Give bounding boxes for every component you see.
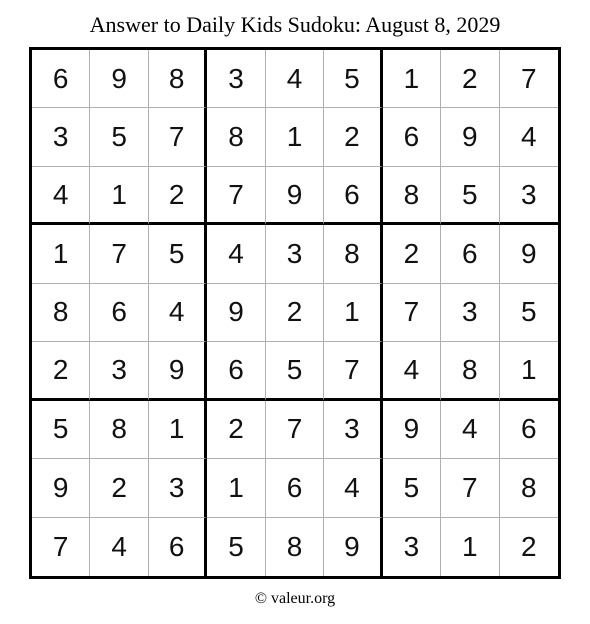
sudoku-cell: 8 [266,518,324,576]
sudoku-cell: 8 [500,459,558,517]
sudoku-cell: 1 [500,342,558,400]
sudoku-cell: 5 [324,50,382,108]
sudoku-cell: 4 [500,108,558,166]
sudoku-cell: 7 [383,284,441,342]
sudoku-cell: 9 [207,284,265,342]
sudoku-cell: 5 [207,518,265,576]
sudoku-cell: 5 [266,342,324,400]
sudoku-cell: 3 [32,108,90,166]
sudoku-cell: 9 [90,50,148,108]
sudoku-cell: 8 [32,284,90,342]
sudoku-cell: 6 [207,342,265,400]
sudoku-cell: 6 [266,459,324,517]
sudoku-cell: 6 [441,225,499,283]
sudoku-cell: 7 [324,342,382,400]
sudoku-cell: 2 [32,342,90,400]
sudoku-cell: 1 [383,50,441,108]
sudoku-cell: 2 [324,108,382,166]
sudoku-cell: 3 [266,225,324,283]
sudoku-cell: 8 [90,401,148,459]
sudoku-cell: 1 [32,225,90,283]
sudoku-cell: 8 [324,225,382,283]
sudoku-cell: 2 [149,167,207,225]
sudoku-cell: 9 [383,401,441,459]
sudoku-cell: 4 [441,401,499,459]
sudoku-cell: 1 [266,108,324,166]
sudoku-cell: 6 [32,50,90,108]
sudoku-cell: 7 [90,225,148,283]
sudoku-cell: 8 [441,342,499,400]
sudoku-cell: 4 [207,225,265,283]
sudoku-cell: 3 [90,342,148,400]
sudoku-cell: 6 [383,108,441,166]
sudoku-cell: 9 [266,167,324,225]
sudoku-cell: 1 [207,459,265,517]
sudoku-cell: 5 [500,284,558,342]
sudoku-cell: 3 [383,518,441,576]
sudoku-cell: 3 [441,284,499,342]
sudoku-cell: 9 [500,225,558,283]
sudoku-cell: 6 [500,401,558,459]
sudoku-cell: 4 [324,459,382,517]
sudoku-cell: 6 [90,284,148,342]
copyright-footer: © valeur.org [254,590,336,607]
sudoku-cell: 9 [149,342,207,400]
sudoku-cell: 7 [441,459,499,517]
sudoku-board [29,47,561,579]
sudoku-cell: 1 [90,167,148,225]
sudoku-cell: 2 [383,225,441,283]
sudoku-cell: 4 [266,50,324,108]
sudoku-cell: 7 [32,518,90,576]
sudoku-cell: 1 [149,401,207,459]
sudoku-cell: 5 [90,108,148,166]
sudoku-cell: 9 [32,459,90,517]
sudoku-cell: 6 [149,518,207,576]
sudoku-cell: 2 [266,284,324,342]
sudoku-cell: 8 [149,50,207,108]
sudoku-cell: 5 [149,225,207,283]
sudoku-cell: 5 [441,167,499,225]
sudoku-cell: 9 [441,108,499,166]
sudoku-cell: 2 [441,50,499,108]
page-title: Answer to Daily Kids Sudoku: August 8, 2029 [89,12,501,37]
sudoku-cell: 4 [149,284,207,342]
sudoku-cell: 4 [32,167,90,225]
sudoku-cell: 8 [207,108,265,166]
sudoku-cell: 3 [324,401,382,459]
sudoku-cell: 9 [324,518,382,576]
sudoku-cell: 7 [266,401,324,459]
sudoku-cell: 5 [32,401,90,459]
sudoku-cell: 3 [500,167,558,225]
sudoku-cell: 3 [207,50,265,108]
sudoku-cell: 6 [324,167,382,225]
sudoku-cell: 2 [520,530,537,562]
sudoku-cell: 1 [324,284,382,342]
sudoku-cell: 7 [207,167,265,225]
sudoku-cell: 2 [207,401,265,459]
sudoku-cell: 8 [383,167,441,225]
sudoku-cell: 1 [441,518,499,576]
sudoku-cell: 7 [500,50,558,108]
sudoku-cell: 7 [149,108,207,166]
sudoku-cell: 5 [383,459,441,517]
sudoku-cell: 4 [90,518,148,576]
sudoku-cell: 2 [90,459,148,517]
sudoku-cell: 4 [383,342,441,400]
sudoku-cell: 3 [149,459,207,517]
